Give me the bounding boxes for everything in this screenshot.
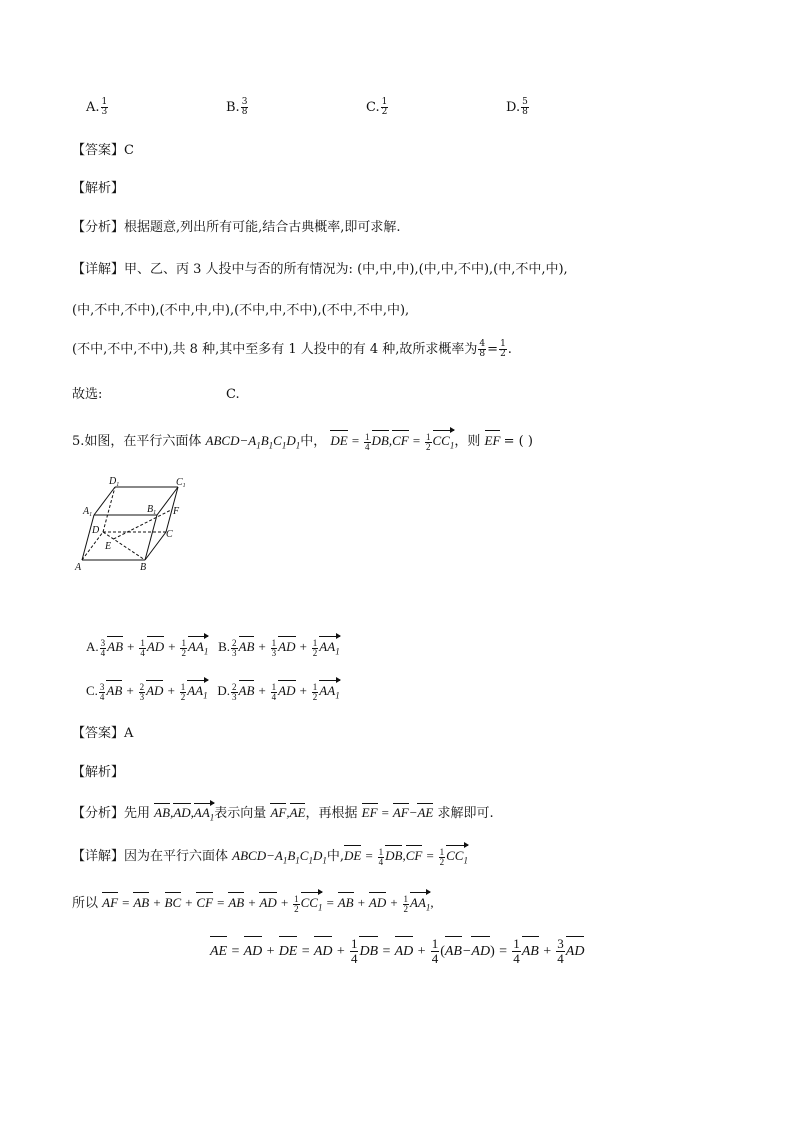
edge-ad bbox=[82, 532, 103, 560]
label-d: D bbox=[92, 525, 100, 536]
q4-guxuan bbox=[72, 386, 102, 404]
fenxi-text: 表示向量 bbox=[214, 806, 267, 821]
option-label: A. bbox=[86, 100, 100, 115]
answer-tag: 【答案】 bbox=[72, 726, 125, 741]
q4-option-a bbox=[86, 98, 109, 117]
q5-analysis-tag: 【解析】 bbox=[72, 765, 125, 780]
af-derivation: AF = AB + BC + CF = AB + AD + $\frac{1}{2}$ $CC_1$ = AB + AD + $\frac{1}{2}$ $AA_1$, bbox=[102, 895, 434, 910]
label-f: F bbox=[173, 506, 180, 517]
edge-ef bbox=[114, 510, 173, 540]
fenxi-tag: 【分析】 bbox=[72, 806, 125, 821]
edge-aa1 bbox=[82, 515, 94, 560]
option-label: C. bbox=[366, 100, 380, 115]
stem-mid: 中， bbox=[300, 434, 327, 449]
q4-xiangjie-line3 bbox=[72, 340, 512, 359]
xiangjie-text: 因为在平行六面体 bbox=[124, 849, 229, 864]
label-a: A bbox=[75, 562, 82, 573]
fenxi-text: ，再根据 bbox=[305, 806, 358, 821]
fenxi-basis: $AB,AD,AA_1$ bbox=[154, 805, 214, 820]
option-num: 3 bbox=[241, 97, 248, 107]
edge-bc bbox=[145, 532, 166, 560]
stem-end: ，则 bbox=[454, 434, 481, 449]
answer-tag: 【答案】 bbox=[72, 143, 125, 158]
xiangjie-text: (不中,不中,不中),共 8 种,其中至多有 1 人投中的有 4 种,故所求概率为 bbox=[72, 342, 478, 357]
option-label: D. bbox=[506, 100, 521, 115]
stem-prefix: 5.如图，在平行六面体 bbox=[72, 434, 202, 449]
q4-analysis-tag: 【解析】 bbox=[72, 181, 125, 196]
fenxi-text: 先用 bbox=[124, 806, 151, 821]
option-den: 8 bbox=[522, 107, 528, 117]
label-b: B bbox=[140, 562, 147, 573]
fenxi-text: 求解即可. bbox=[437, 806, 494, 821]
q5-fenxi bbox=[72, 803, 494, 828]
xiangjie-text: 甲、乙、丙 3 人投中与否的所有情况为: (中,中,中),(中,中,不中),(中,不中,中), bbox=[124, 262, 568, 277]
answer-value: C bbox=[124, 143, 134, 158]
xiangjie-text: 中, bbox=[326, 849, 344, 864]
prob-eq: = bbox=[487, 342, 499, 357]
label-b1: $B_1$ bbox=[147, 504, 157, 516]
q5-options-row1: A. $\frac{3}{4}$ AB + $\frac{1}{4}$ AD + $\frac{1}{2}$ $AA_1$ B. $\frac{2}{3}$ AB + $\frac{1}{3}$ AD + $\frac{1}{2}$ $AA_1$ bbox=[86, 636, 340, 663]
q4-guxuan-answer: C. bbox=[226, 387, 240, 402]
stem-solid: $ABCD-A_1B_1C_1D_1$ bbox=[205, 433, 301, 451]
option-den: 2 bbox=[381, 107, 388, 117]
prob-num: 4 bbox=[479, 339, 486, 349]
q4-option-d bbox=[506, 98, 530, 117]
q5-options-row2: C. $\frac{3}{4}$ AB + $\frac{2}{3}$ AD + $\frac{1}{2}$ $AA_1$ D. $\frac{2}{3}$ AB + $\frac{1}{4}$ AD + $\frac{1}{2}$ $AA_1$ bbox=[86, 680, 340, 707]
q5-suoyi bbox=[72, 892, 434, 919]
prob-end: . bbox=[507, 342, 512, 357]
suoyi-label: 所以 bbox=[72, 896, 99, 911]
fenxi-tag: 【分析】 bbox=[72, 220, 125, 235]
q4-option-c bbox=[366, 98, 389, 117]
option-den: 8 bbox=[241, 107, 248, 117]
option-num: 1 bbox=[381, 97, 388, 107]
label-c: C bbox=[166, 529, 173, 540]
edge-a1d1 bbox=[94, 487, 115, 515]
option-b-label: B. bbox=[218, 639, 230, 654]
label-d1: $D_1$ bbox=[109, 476, 120, 488]
option-num: 5 bbox=[522, 97, 528, 107]
label-a1: $A_1$ bbox=[83, 506, 93, 518]
xiangjie-cond: DE = $\frac{1}{4}$ DB,CF = $\frac{1}{2}$ $CC_1$ bbox=[344, 848, 468, 863]
edge-dd1 bbox=[103, 487, 115, 532]
fenxi-vectors: AF,AE bbox=[270, 805, 305, 820]
xiangjie-tag: 【详解】 bbox=[72, 849, 125, 864]
q4-xiangjie-line1 bbox=[72, 261, 568, 279]
stem-paren: = ( ) bbox=[503, 434, 533, 449]
xiangjie-solid: $ABCD-A_1B_1C_1D_1$ bbox=[232, 848, 327, 866]
q5-stem bbox=[72, 430, 533, 457]
prob-den: 2 bbox=[500, 349, 506, 359]
label-e: E bbox=[105, 541, 112, 552]
option-c-label: C. bbox=[86, 683, 98, 698]
ae-derivation: AE = AD + DE = AD + $\frac{1}{4}$ DB = AD + $\frac{1}{4}$ (AB−AD) = $\frac{1}{4}$ AB + $\frac{3}{4}$ AD bbox=[210, 936, 585, 967]
q5-xiangjie bbox=[72, 845, 468, 872]
q4-option-b bbox=[226, 98, 249, 117]
label-c1: $C_1$ bbox=[176, 477, 186, 489]
option-a-label: A. bbox=[86, 639, 99, 654]
stem-ef: EF bbox=[485, 433, 504, 448]
q4-options-row bbox=[86, 98, 546, 120]
option-d-label: D. bbox=[217, 683, 230, 698]
prob-den: 8 bbox=[479, 349, 486, 359]
option-num: 1 bbox=[101, 97, 108, 107]
stem-cond: DE = $\frac{1}{4}$ DB,CF = $\frac{1}{2}$ $CC_1$ bbox=[330, 433, 454, 448]
fenxi-formula: EF = AF−AE bbox=[362, 805, 434, 820]
option-label: B. bbox=[226, 100, 240, 115]
q4-fenxi bbox=[72, 219, 401, 237]
guxuan-label: 故选: bbox=[72, 387, 103, 402]
fenxi-text: 根据题意,列出所有可能,结合古典概率,即可求解. bbox=[124, 220, 401, 235]
parallelepiped-figure bbox=[70, 472, 200, 576]
option-den: 3 bbox=[101, 107, 108, 117]
prob-num: 1 bbox=[500, 339, 506, 349]
answer-value: A bbox=[124, 726, 134, 741]
q5-answer bbox=[72, 725, 133, 743]
xiangjie-tag: 【详解】 bbox=[72, 262, 125, 277]
q4-xiangjie-line2: (中,不中,不中),(不中,中,中),(不中,中,不中),(不中,不中,中), bbox=[72, 303, 410, 318]
q4-answer bbox=[72, 142, 134, 160]
